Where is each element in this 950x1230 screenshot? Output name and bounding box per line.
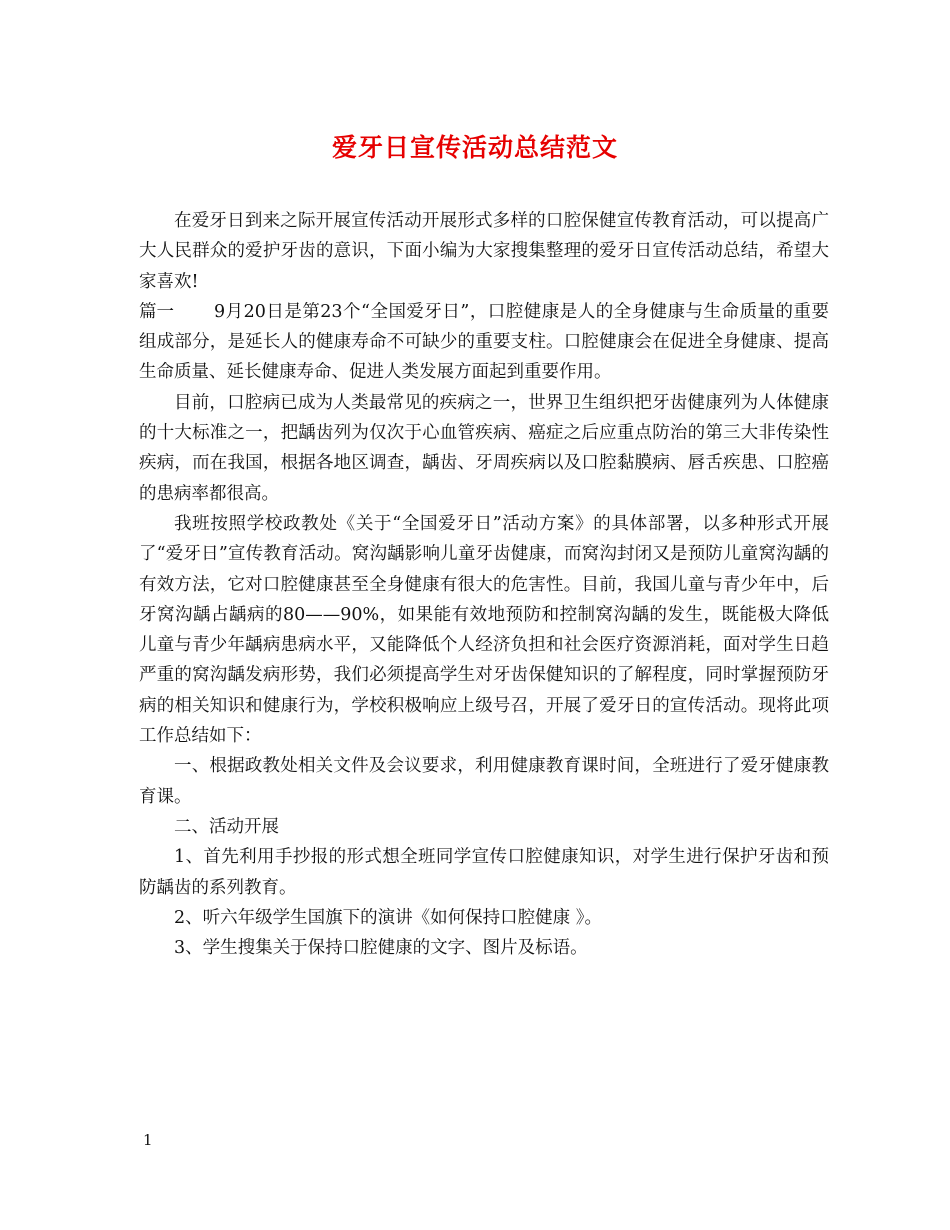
intro-paragraph: 在爱牙日到来之际开展宣传活动开展形式多样的口腔保健宣传教育活动，可以提高广大人民群众的爱护牙齿的意识，下面小编为大家搜集整理的爱牙日宣传活动总结，希望大家喜欢! xyxy=(139,211,829,292)
section-heading: 二、活动开展 xyxy=(174,816,279,837)
body-paragraph: 目前，口腔病已成为人类最常见的疾病之一，世界卫生组织把牙齿健康列为人体健康的十大标准之一，把龋齿列为仅次于心血管疾病、癌症之后应重点防治的第三大非传染性疾病，而在我国，根据各地区调查，龋齿、牙周疾病以及口腔黏膜病、唇舌疾患、口腔癌的患病率都很高。 xyxy=(139,392,829,504)
section-1-label: 篇一 xyxy=(139,301,174,322)
document-title: 爱牙日宣传活动总结范文 xyxy=(331,133,618,162)
body-paragraph: 一、根据政教处相关文件及会议要求，利用健康教育课时间，全班进行了爱牙健康教育课。 xyxy=(139,756,829,807)
list-item: 2、听六年级学生国旗下的演讲《如何保持口腔健康 》。 xyxy=(174,907,602,928)
body-paragraph: 我班按照学校政教处《关于“全国爱牙日”活动方案》的具体部署，以多种形式开展了“爱牙日”宣传教育活动。窝沟龋影响儿童牙齿健康，而窝沟封闭又是预防儿童窝沟龋的有效方法，它对口腔健康甚至全身健康有很大的危害性。目前，我国儿童与青少年中，后牙窝沟龋占龋病的80——90%，如果能有效地预防和控制窝沟龋的发生，既能极大降低儿童与青少年龋病患病水平，又能降低个人经济负担和社会医疗资源消耗，面对学生日趋严重的窝沟龋发病形势，我们必须提高学生对牙齿保健知识的了解程度，同时掌握预防牙病的相关知识和健康行为，学校积极响应上级号召，开展了爱牙日的宣传活动。现将此项工作总结如下： xyxy=(139,513,829,747)
section-1-text: 9月20日是第23个“全国爱牙日”，口腔健康是人的全身健康与生命质量的重要组成部分，是延长人的健康寿命不可缺少的重要支柱。口腔健康会在促进全身健康、提高生命质量、延长健康寿命、促进人类发展方面起到重要作用。 xyxy=(139,301,829,383)
document-body xyxy=(139,206,829,963)
section-1-paragraph xyxy=(139,297,829,388)
list-item: 3、学生搜集关于保持口腔健康的文字、图片及标语。 xyxy=(174,938,588,959)
page-number: 1 xyxy=(143,1131,153,1149)
list-item: 1、首先利用手抄报的形式想全班同学宣传口腔健康知识，对学生进行保护牙齿和预防龋齿的系列教育。 xyxy=(139,847,829,898)
